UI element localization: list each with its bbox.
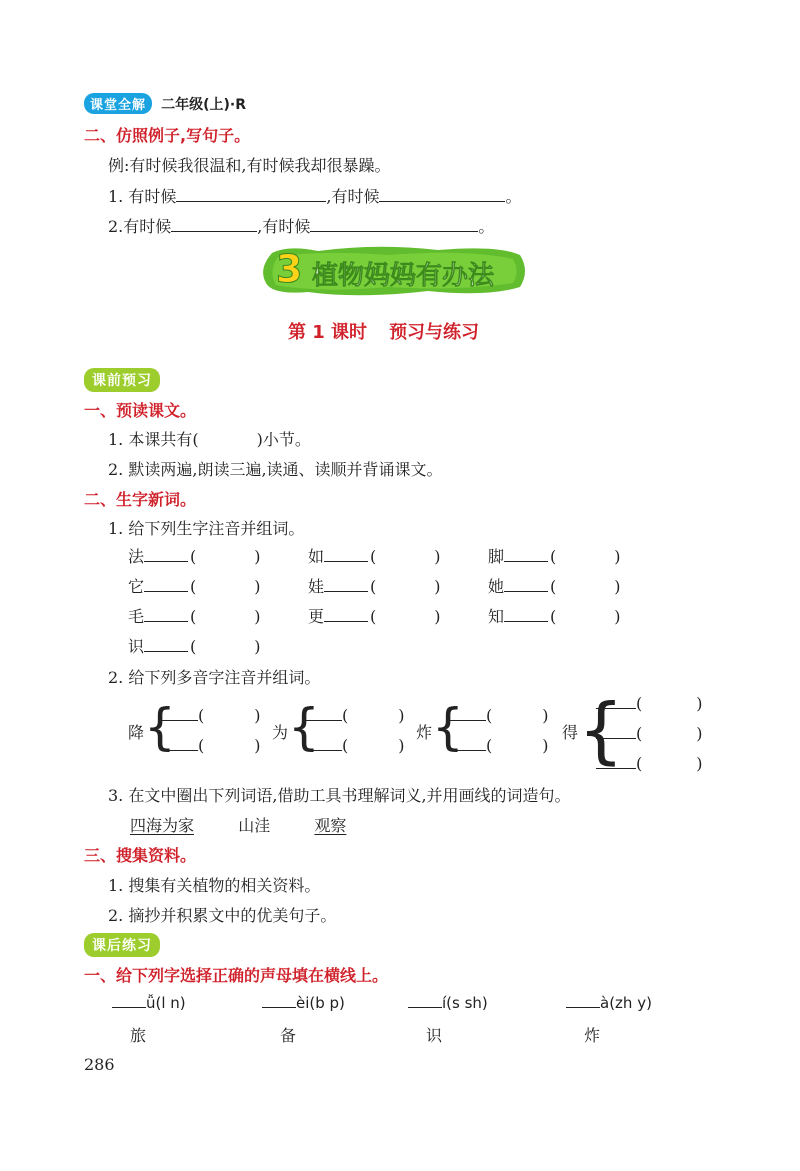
pinyin-blank[interactable] — [324, 607, 368, 622]
pinyin-blank[interactable] — [306, 736, 342, 751]
example-sentence: 例:有时候我很温和,有时候我却很暴躁。 — [108, 156, 391, 175]
mimic-question-1: 1. 有时候 ,有时候 。 — [108, 187, 522, 206]
pinyin-blank[interactable] — [144, 607, 188, 622]
polyphone-char: 炸 — [416, 723, 433, 742]
target-char: 炸 — [584, 1026, 601, 1045]
char-item: 毛 ( ) — [128, 607, 261, 626]
pinyin-blank[interactable] — [144, 637, 188, 652]
vocab-words — [130, 813, 346, 836]
polyphone-entry: ( ) — [162, 736, 261, 755]
practice-badge: 课后练习 — [84, 933, 160, 957]
polyphone-entry: ( ) — [306, 706, 405, 725]
pinyin-blank[interactable] — [596, 754, 636, 769]
polyphone-entry: ( ) — [450, 736, 549, 755]
initial-blank[interactable] — [262, 993, 296, 1008]
char-item: 脚 ( ) — [488, 547, 621, 566]
mimic-question-2: 2.有时候 ,有时候 。 — [108, 217, 495, 236]
pinyin-blank[interactable] — [596, 694, 636, 709]
initial-choice: èi(b p) — [262, 993, 345, 1012]
polyphone-entry: ( ) — [596, 694, 703, 713]
char-item: 识 ( ) — [128, 637, 261, 656]
vocab-word: 四海为家 — [130, 816, 195, 835]
lesson-period: 第 1 课时 预习与练习 — [288, 322, 480, 343]
section-heading-mimic: 二、仿照例子,写句子。 — [84, 126, 251, 145]
pinyin-blank[interactable] — [162, 706, 198, 721]
answer-blank[interactable] — [379, 187, 505, 202]
char-item: 娃 ( ) — [308, 577, 441, 596]
polyphone-char: 降 — [128, 723, 145, 742]
initial-blank[interactable] — [112, 993, 146, 1008]
new-words-item-1: 1. 给下列生字注音并组词。 — [108, 519, 305, 538]
new-words-item-2: 2. 给下列多音字注音并组词。 — [108, 668, 321, 687]
pinyin-blank[interactable] — [144, 577, 188, 592]
target-char: 识 — [426, 1026, 443, 1045]
initial-choice: à(zh y) — [566, 993, 652, 1012]
vocab-word: 观察 — [314, 816, 347, 835]
char-item: 它 ( ) — [128, 577, 261, 596]
preread-item-2: 2. 默读两遍,朗读三遍,读通、读顺并背诵课文。 — [108, 460, 443, 479]
lesson-title-banner — [258, 245, 530, 297]
header — [84, 93, 246, 114]
book-series-badge: 课堂全解 — [84, 93, 152, 114]
answer-blank[interactable] — [176, 187, 326, 202]
page-number: 286 — [84, 1055, 115, 1074]
target-char: 备 — [280, 1026, 297, 1045]
brace-glyph: { — [288, 698, 320, 756]
initial-blank[interactable] — [566, 993, 600, 1008]
initial-choice: í(s sh) — [408, 993, 488, 1012]
pinyin-blank[interactable] — [450, 736, 486, 751]
polyphone-entry: ( ) — [162, 706, 261, 725]
lesson-number: 3 — [276, 247, 303, 291]
brace-glyph: { — [144, 698, 176, 756]
polyphone-char: 为 — [272, 723, 289, 742]
polyphone-entry: ( ) — [450, 706, 549, 725]
brace-glyph: { — [432, 698, 464, 756]
char-item: 更 ( ) — [308, 607, 441, 626]
pinyin-blank[interactable] — [504, 577, 548, 592]
section-heading-new-words: 二、生字新词。 — [84, 490, 197, 509]
collect-item-2: 2. 摘抄并积累文中的优美句子。 — [108, 906, 337, 925]
lesson-title: 植物妈妈有办法 — [312, 261, 495, 291]
pinyin-blank[interactable] — [504, 547, 548, 562]
polyphone-entry: ( ) — [306, 736, 405, 755]
section-heading-collect: 三、搜集资料。 — [84, 846, 197, 865]
pinyin-blank[interactable] — [504, 607, 548, 622]
grade-label: 二年级(上)·R — [161, 97, 247, 113]
answer-blank[interactable] — [171, 217, 257, 232]
section-heading-preread: 一、预读课文。 — [84, 401, 197, 420]
preread-item-1: 1. 本课共有( )小节。 — [108, 430, 311, 449]
pinyin-blank[interactable] — [162, 736, 198, 751]
initial-choice: ǚ(l n) — [112, 993, 186, 1012]
polyphone-entry: ( ) — [596, 724, 703, 743]
polyphone-char: 得 — [562, 723, 579, 742]
polyphone-entry: ( ) — [596, 754, 703, 773]
collect-item-1: 1. 搜集有关植物的相关资料。 — [108, 876, 321, 895]
vocab-word: 山洼 — [238, 816, 271, 835]
pinyin-blank[interactable] — [596, 724, 636, 739]
preview-badge: 课前预习 — [84, 368, 160, 392]
pinyin-blank[interactable] — [324, 547, 368, 562]
char-item: 她 ( ) — [488, 577, 621, 596]
initial-blank[interactable] — [408, 993, 442, 1008]
char-item: 知 ( ) — [488, 607, 621, 626]
pinyin-blank[interactable] — [144, 547, 188, 562]
char-item: 法 ( ) — [128, 547, 261, 566]
pinyin-blank[interactable] — [324, 577, 368, 592]
target-char: 旅 — [130, 1026, 147, 1045]
new-words-item-3: 3. 在文中圈出下列词语,借助工具书理解词义,并用画线的词造句。 — [108, 786, 571, 805]
char-item: 如 ( ) — [308, 547, 441, 566]
brace-glyph: { — [578, 688, 624, 772]
pinyin-blank[interactable] — [450, 706, 486, 721]
pinyin-blank[interactable] — [306, 706, 342, 721]
section-heading-initials: 一、给下列字选择正确的声母填在横线上。 — [84, 966, 389, 985]
answer-blank[interactable] — [310, 217, 478, 232]
